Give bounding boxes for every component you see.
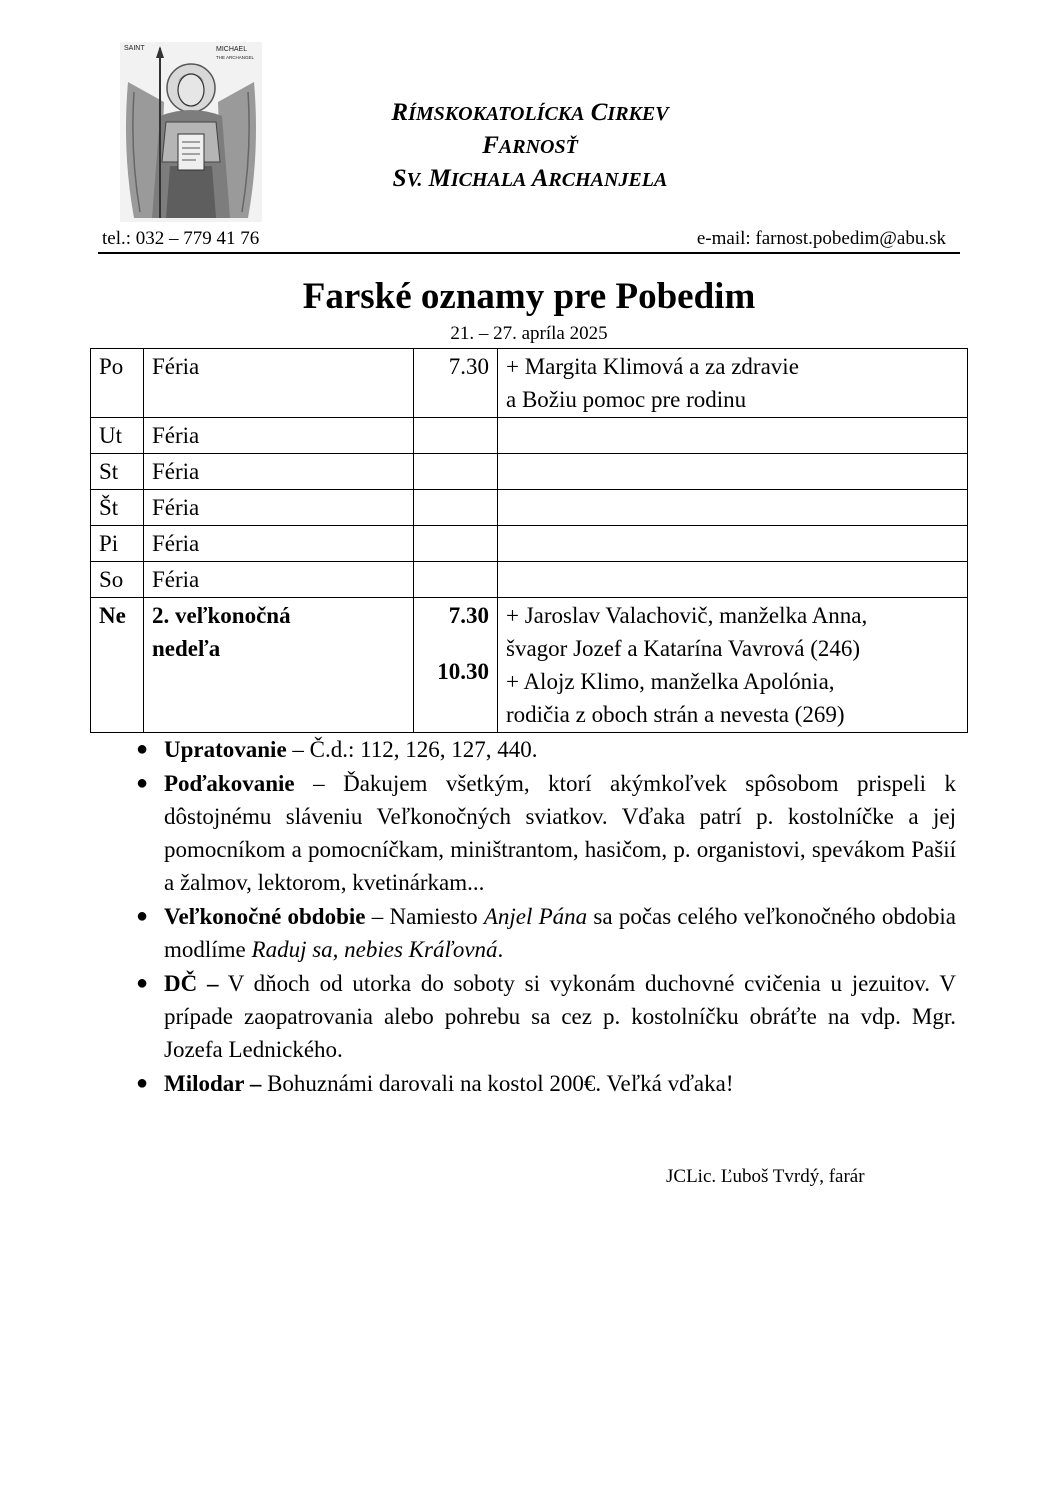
intention-line: švagor Jozef a Katarína Vavrová (246) xyxy=(506,636,861,661)
day-cell: Po xyxy=(91,349,144,418)
saint-michael-icon xyxy=(120,42,262,222)
note-label: DČ – xyxy=(164,971,219,996)
list-item xyxy=(130,967,956,1066)
liturgy-cell: Féria xyxy=(144,418,414,454)
intention-cell xyxy=(498,562,968,598)
intention-line: a Božiu pomoc pre rodinu xyxy=(506,387,747,412)
list-item xyxy=(130,900,956,966)
table-row xyxy=(91,349,968,418)
time-cell xyxy=(414,598,498,733)
intention-cell xyxy=(498,490,968,526)
mass-schedule-table xyxy=(90,348,968,733)
note-text: – Namiesto xyxy=(365,904,484,929)
bullet-icon: ● xyxy=(136,772,149,794)
intention-cell xyxy=(498,526,968,562)
note-text: sa počas celého veľkonočného obdobia modlíme xyxy=(164,904,956,962)
day-cell: Ut xyxy=(91,418,144,454)
note-label: Upratovanie xyxy=(164,737,287,762)
liturgy-cell: Féria xyxy=(144,490,414,526)
signature: JCLic. Ľuboš Tvrdý, farár xyxy=(666,1166,865,1187)
note-label: Milodar – xyxy=(164,1071,262,1096)
liturgy-cell xyxy=(144,598,414,733)
time-spacer xyxy=(422,632,489,655)
intention-cell xyxy=(498,418,968,454)
intention-cell xyxy=(498,598,968,733)
time-value: 7.30 xyxy=(448,603,489,628)
table-row xyxy=(91,454,968,490)
bullet-icon: ● xyxy=(136,972,149,994)
liturgy-line: 2. veľkonočná xyxy=(152,603,291,628)
liturgy-cell: Féria xyxy=(144,526,414,562)
icon-label-right: MICHAEL xyxy=(216,46,248,53)
bullet-icon: ● xyxy=(136,905,149,927)
intention-line: + Jaroslav Valachovič, manželka Anna, xyxy=(506,603,868,628)
note-italic: Raduj sa, nebies Kráľovná xyxy=(251,937,498,962)
church-line-3 xyxy=(300,162,760,195)
list-item xyxy=(130,767,956,899)
list-item xyxy=(130,1067,956,1100)
bullet-icon: ● xyxy=(136,738,149,760)
note-italic: Anjel Pána xyxy=(483,904,588,929)
time-cell xyxy=(414,526,498,562)
phone-number: tel.: 032 – 779 41 76 xyxy=(102,228,260,249)
note-text: . xyxy=(497,937,504,962)
intention-line: + Margita Klimová a za zdravie xyxy=(506,354,799,379)
table-row xyxy=(91,526,968,562)
note-label: Veľkonočné obdobie xyxy=(164,904,366,929)
intention-line: rodičia z oboch strán a nevesta (269) xyxy=(506,702,845,727)
intention-cell xyxy=(498,349,968,418)
list-item xyxy=(130,733,956,766)
icon-label-left: SAINT xyxy=(124,45,145,52)
note-text: V dňoch od utorka do soboty si vykonám duchovné cvičenia u jezuitov. V prípade zaopatrovania alebo pohrebu sa cez p. kostolníčku obráťte na vdp. Mgr. Jozefa Lednického. xyxy=(164,971,956,1062)
page-title: Farské oznamy pre Pobedim xyxy=(302,276,756,317)
time-cell xyxy=(414,490,498,526)
table-row xyxy=(91,598,968,733)
liturgy-cell: Féria xyxy=(144,454,414,490)
note-text: Bohuznámi darovali na kostol 200€. Veľká vďaka! xyxy=(261,1071,734,1096)
church-name xyxy=(300,96,760,195)
table-row xyxy=(91,490,968,526)
table-row xyxy=(91,562,968,598)
liturgy-line: nedeľa xyxy=(152,636,221,661)
date-range: 21. – 27. apríla 2025 xyxy=(450,323,608,344)
time-cell xyxy=(414,562,498,598)
table-row xyxy=(91,418,968,454)
day-cell: So xyxy=(91,562,144,598)
day-cell: Št xyxy=(91,490,144,526)
note-label: Poďakovanie xyxy=(164,771,295,796)
intention-line: + Alojz Klimo, manželka Apolónia, xyxy=(506,669,835,694)
liturgy-cell: Féria xyxy=(144,562,414,598)
contact-line xyxy=(98,226,960,254)
time-cell: 7.30 xyxy=(414,349,498,418)
time-cell xyxy=(414,454,498,490)
bullet-icon: ● xyxy=(136,1072,149,1094)
day-cell: Ne xyxy=(91,598,144,733)
day-cell: St xyxy=(91,454,144,490)
note-text: – Ďakujem všetkým, ktorí akýmkoľvek spôsobom prispeli k dôstojnému sláveniu Veľkonočných sviatkov. Vďaka patrí p. kostolníčke a jej pomocníkom a pomocníčkam, miništrantom, hasičom, p. organistovi, spevákom Pašií a žalmov, lektorom, kvetinárkam... xyxy=(164,771,956,895)
icon-label-sub: THE ARCHANGEL xyxy=(216,55,255,60)
time-cell xyxy=(414,418,498,454)
email-address: e-mail: farnost.pobedim@abu.sk xyxy=(696,228,946,249)
announcements-list xyxy=(130,733,956,1101)
day-cell: Pi xyxy=(91,526,144,562)
liturgy-cell: Féria xyxy=(144,349,414,418)
church-line-3-text: SV. MICHALA ARCHANJELA xyxy=(392,165,668,192)
church-line-1-text: RÍMSKOKATOLÍCKA CIRKEV xyxy=(391,99,669,126)
church-line-2-text: FARNOSŤ xyxy=(482,132,578,159)
church-line-1 xyxy=(300,96,760,129)
note-text: – Č.d.: 112, 126, 127, 440. xyxy=(286,737,538,762)
intention-cell xyxy=(498,454,968,490)
church-line-2 xyxy=(300,129,760,162)
time-value: 10.30 xyxy=(437,659,489,684)
